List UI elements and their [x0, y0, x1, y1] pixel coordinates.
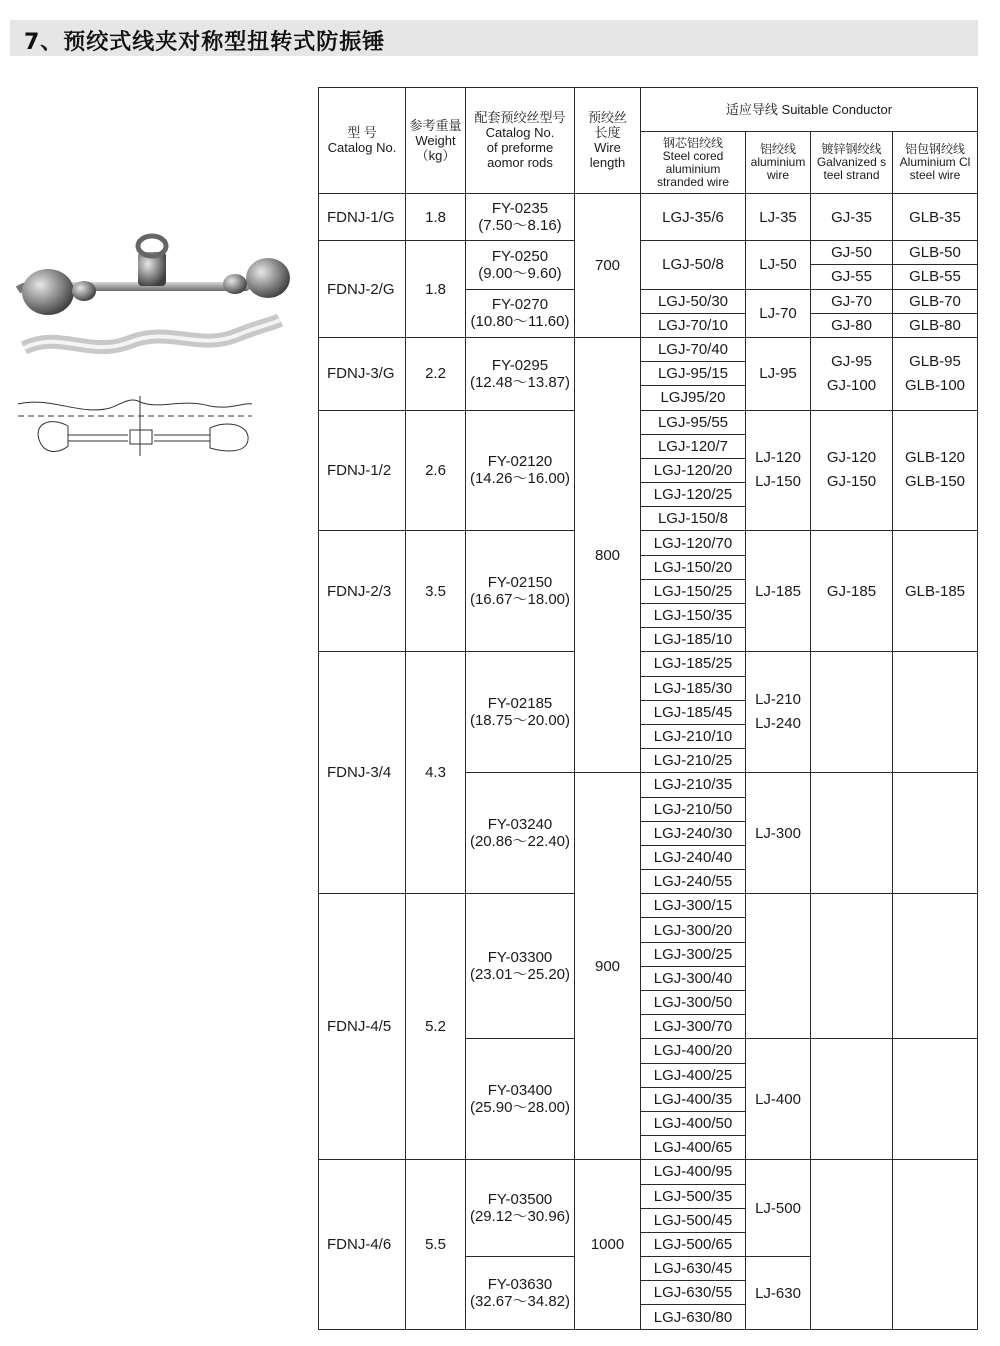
steel-cored-cell: LGJ-400/25 — [641, 1063, 746, 1087]
galvanized-cell-empty — [811, 773, 893, 894]
header-catalog: 型 号 Catalog No. — [319, 88, 406, 194]
steel-cored-cell: LGJ-400/65 — [641, 1136, 746, 1160]
steel-cored-cell: LGJ-630/80 — [641, 1305, 746, 1330]
header-galvanized: 镀锌钢绞线 Galvanized s teel strand — [811, 132, 893, 193]
rod-cell: FY-0295 (12.48～13.87) — [466, 337, 575, 410]
steel-cored-cell: LGJ-300/50 — [641, 991, 746, 1015]
steel-cored-cell: LGJ-120/7 — [641, 434, 746, 458]
clad-cell: GLB-185 — [893, 531, 978, 652]
steel-cored-cell: LGJ-630/55 — [641, 1281, 746, 1305]
aluminium-cell: LJ-210 LJ-240 — [746, 652, 811, 773]
steel-cored-cell: LGJ-150/8 — [641, 507, 746, 531]
product-illustration — [10, 220, 290, 480]
header-steel-cored: 钢芯铝绞线 Steel cored aluminium stranded wire — [641, 132, 746, 193]
steel-cored-cell: LGJ-210/10 — [641, 724, 746, 748]
steel-cored-cell: LGJ-400/35 — [641, 1087, 746, 1111]
weight-cell: 5.5 — [406, 1160, 466, 1330]
rod-cell: FY-03500 (29.12～30.96) — [466, 1160, 575, 1257]
rod-cell: FY-0270 (10.80～11.60) — [466, 289, 575, 337]
galvanized-cell-empty — [811, 894, 893, 1039]
header-aluminium-clad: 铝包钢绞线 Aluminium Cl steel wire — [893, 132, 978, 193]
length-cell: 700 — [575, 193, 641, 337]
clad-cell-empty — [893, 773, 978, 894]
aluminium-cell: LJ-95 — [746, 337, 811, 410]
galvanized-cell: GJ-95 GJ-100 — [811, 337, 893, 410]
spec-table — [318, 87, 978, 1330]
steel-cored-cell: LGJ-300/70 — [641, 1015, 746, 1039]
galvanized-cell-empty — [811, 1039, 893, 1160]
steel-cored-cell: LGJ-185/25 — [641, 652, 746, 676]
galvanized-cell: GJ-55 — [811, 265, 893, 289]
aluminium-cell: LJ-630 — [746, 1257, 811, 1330]
rod-cell: FY-02120 (14.26～16.00) — [466, 410, 575, 531]
length-cell: 900 — [575, 773, 641, 1160]
steel-cored-cell: LGJ-185/45 — [641, 700, 746, 724]
page-title: 7、预绞式线夹对称型扭转式防振锤 — [24, 30, 386, 55]
rod-cell: FY-0235 (7.50～8.16) — [466, 193, 575, 240]
catalog-cell: FDNJ-1/2 — [319, 410, 406, 531]
galvanized-cell: GJ-185 — [811, 531, 893, 652]
steel-cored-cell: LGJ-240/55 — [641, 870, 746, 894]
steel-cored-cell: LGJ-300/40 — [641, 966, 746, 990]
galvanized-cell: GJ-35 — [811, 193, 893, 240]
steel-cored-cell: LGJ-185/10 — [641, 628, 746, 652]
steel-cored-cell: LGJ-35/6 — [641, 193, 746, 240]
clad-cell: GLB-80 — [893, 313, 978, 337]
steel-cored-cell: LGJ-210/35 — [641, 773, 746, 797]
steel-cored-cell: LGJ-70/40 — [641, 337, 746, 361]
armor-rod-photo — [24, 320, 280, 348]
steel-cored-cell: LGJ-500/35 — [641, 1184, 746, 1208]
weight-cell: 5.2 — [406, 894, 466, 1160]
length-cell: 1000 — [575, 1160, 641, 1330]
clad-cell: GLB-120 GLB-150 — [893, 410, 978, 531]
rod-cell: FY-03400 (25.90～28.00) — [466, 1039, 575, 1160]
rod-cell: FY-0250 (9.00～9.60) — [466, 241, 575, 289]
steel-cored-cell: LGJ-400/20 — [641, 1039, 746, 1063]
header-rod-catalog: 配套预绞丝型号 Catalog No. of preforme aomor rods — [466, 88, 575, 194]
steel-cored-cell: LGJ-185/30 — [641, 676, 746, 700]
steel-cored-cell: LGJ-120/20 — [641, 458, 746, 482]
clad-cell: GLB-55 — [893, 265, 978, 289]
aluminium-cell-empty — [746, 894, 811, 1039]
steel-cored-cell: LGJ-210/50 — [641, 797, 746, 821]
catalog-cell: FDNJ-4/6 — [319, 1160, 406, 1330]
weight-cell: 3.5 — [406, 531, 466, 652]
steel-cored-cell: LGJ-300/20 — [641, 918, 746, 942]
title-bar — [10, 20, 978, 56]
steel-cored-cell: LGJ-95/15 — [641, 362, 746, 386]
steel-cored-cell: LGJ-300/15 — [641, 894, 746, 918]
galvanized-cell: GJ-120 GJ-150 — [811, 410, 893, 531]
clad-cell-empty — [893, 652, 978, 773]
steel-cored-cell: LGJ-120/25 — [641, 483, 746, 507]
catalog-cell: FDNJ-3/4 — [319, 652, 406, 894]
rod-cell: FY-03630 (32.67～34.82) — [466, 1257, 575, 1330]
clad-cell-empty — [893, 1160, 978, 1330]
galvanized-cell-empty — [811, 1160, 893, 1330]
steel-cored-cell: LGJ-500/65 — [641, 1232, 746, 1256]
steel-cored-cell: LGJ-400/50 — [641, 1111, 746, 1135]
catalog-cell: FDNJ-2/3 — [319, 531, 406, 652]
steel-cored-cell: LGJ-95/55 — [641, 410, 746, 434]
clad-cell-empty — [893, 1039, 978, 1160]
steel-cored-cell: LGJ-400/95 — [641, 1160, 746, 1184]
aluminium-cell: LJ-300 — [746, 773, 811, 894]
catalog-cell: FDNJ-1/G — [319, 193, 406, 240]
catalog-cell: FDNJ-3/G — [319, 337, 406, 410]
steel-cored-cell: LGJ-120/70 — [641, 531, 746, 555]
steel-cored-cell: LGJ-300/25 — [641, 942, 746, 966]
steel-cored-cell: LGJ-50/8 — [641, 241, 746, 289]
weight-cell: 1.8 — [406, 241, 466, 338]
aluminium-cell: LJ-120 LJ-150 — [746, 410, 811, 531]
header-wire-length: 预绞丝 长度 Wire length — [575, 88, 641, 194]
steel-cored-cell: LGJ-150/35 — [641, 604, 746, 628]
steel-cored-cell: LGJ95/20 — [641, 386, 746, 410]
weight-cell: 4.3 — [406, 652, 466, 894]
clad-cell: GLB-70 — [893, 289, 978, 313]
weight-cell: 1.8 — [406, 193, 466, 240]
aluminium-cell: LJ-70 — [746, 289, 811, 337]
aluminium-cell: LJ-35 — [746, 193, 811, 240]
rod-cell: FY-02185 (18.75～20.00) — [466, 652, 575, 773]
catalog-cell: FDNJ-4/5 — [319, 894, 406, 1160]
steel-cored-cell: LGJ-240/30 — [641, 821, 746, 845]
aluminium-cell: LJ-500 — [746, 1160, 811, 1257]
clad-cell: GLB-35 — [893, 193, 978, 240]
clad-cell: GLB-50 — [893, 241, 978, 265]
damper-drawing — [18, 396, 252, 456]
steel-cored-cell: LGJ-70/10 — [641, 313, 746, 337]
steel-cored-cell: LGJ-500/45 — [641, 1208, 746, 1232]
header-weight: 参考重量 Weight （kg） — [406, 88, 466, 194]
galvanized-cell-empty — [811, 652, 893, 773]
weight-cell: 2.2 — [406, 337, 466, 410]
steel-cored-cell: LGJ-50/30 — [641, 289, 746, 313]
clad-cell: GLB-95 GLB-100 — [893, 337, 978, 410]
galvanized-cell: GJ-70 — [811, 289, 893, 313]
steel-cored-cell: LGJ-210/25 — [641, 749, 746, 773]
galvanized-cell: GJ-50 — [811, 241, 893, 265]
steel-cored-cell: LGJ-150/25 — [641, 579, 746, 603]
aluminium-cell: LJ-185 — [746, 531, 811, 652]
aluminium-cell: LJ-50 — [746, 241, 811, 289]
length-cell: 800 — [575, 337, 641, 772]
rod-cell: FY-03300 (23.01～25.20) — [466, 894, 575, 1039]
clad-cell-empty — [893, 894, 978, 1039]
damper-photo — [18, 236, 290, 315]
catalog-cell: FDNJ-2/G — [319, 241, 406, 338]
steel-cored-cell: LGJ-630/45 — [641, 1257, 746, 1281]
steel-cored-cell: LGJ-150/20 — [641, 555, 746, 579]
weight-cell: 2.6 — [406, 410, 466, 531]
rod-cell: FY-02150 (16.67～18.00) — [466, 531, 575, 652]
header-aluminium: 铝绞线 aluminium wire — [746, 132, 811, 193]
rod-cell: FY-03240 (20.86～22.40) — [466, 773, 575, 894]
steel-cored-cell: LGJ-240/40 — [641, 845, 746, 869]
header-suitable-conductor: 适应导线 Suitable Conductor — [641, 88, 978, 132]
aluminium-cell: LJ-400 — [746, 1039, 811, 1160]
galvanized-cell: GJ-80 — [811, 313, 893, 337]
